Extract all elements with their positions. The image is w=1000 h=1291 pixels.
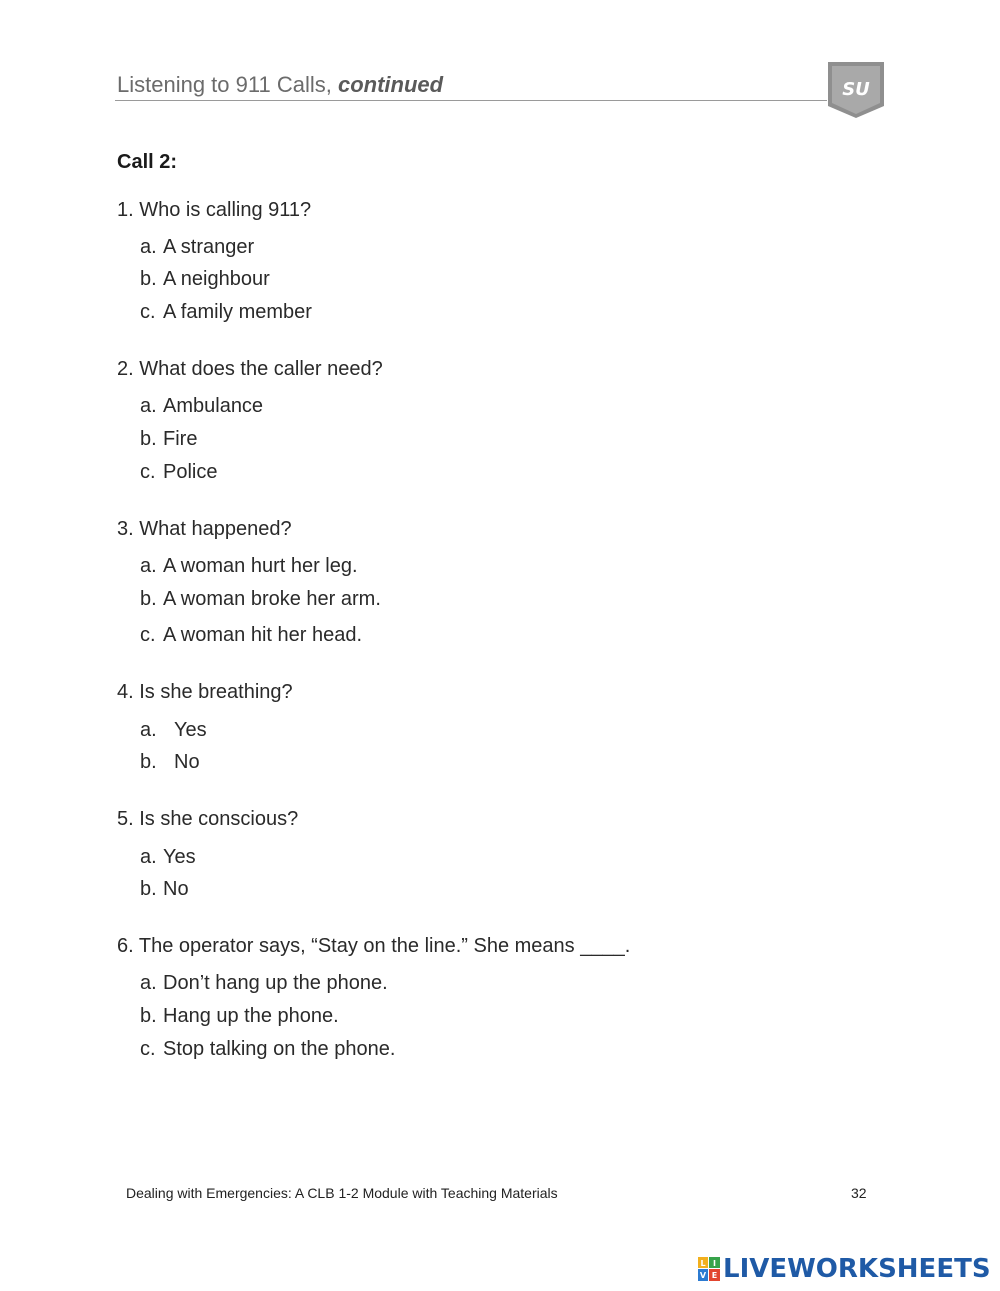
svg-text:E: E <box>711 1271 718 1280</box>
option-6a <box>140 972 388 995</box>
option-3c <box>140 624 362 647</box>
option-letter: a. <box>140 236 157 258</box>
option-6b <box>140 1005 339 1028</box>
question-6: 6. The operator says, “Stay on the line.” She means ____. <box>117 935 631 957</box>
header-divider <box>115 100 827 101</box>
option-text: Ambulance <box>163 395 264 417</box>
su-badge-icon <box>826 62 886 120</box>
option-4b <box>140 751 200 774</box>
option-2a <box>140 395 263 418</box>
option-text: A woman hit her head. <box>163 624 363 646</box>
liveworksheets-text: LIVEWORKSHEETS <box>723 1254 991 1284</box>
option-text: Stop talking on the phone. <box>163 1038 396 1060</box>
badge-text: SU <box>842 79 870 100</box>
option-1c <box>140 301 312 324</box>
option-letter: a. <box>140 972 157 994</box>
header-title-emphasis: continued <box>337 72 444 97</box>
option-letter: a. <box>140 846 157 868</box>
option-4a <box>140 719 207 742</box>
question-1: 1. Who is calling 911? <box>117 199 312 221</box>
option-3b <box>140 588 381 611</box>
svg-text:I: I <box>713 1259 716 1268</box>
option-letter: b. <box>140 878 157 900</box>
option-letter: a. <box>140 555 157 577</box>
question-4: 4. Is she breathing? <box>117 681 293 703</box>
svg-text:L: L <box>700 1259 706 1268</box>
option-2c <box>140 461 217 484</box>
option-5b <box>140 878 189 901</box>
option-text: A woman broke her arm. <box>163 588 381 610</box>
option-letter: b. <box>140 751 157 773</box>
option-text: Yes <box>163 846 196 868</box>
header-title-main: Listening to 911 Calls, <box>117 72 338 97</box>
question-3: 3. What happened? <box>117 518 292 540</box>
option-letter: a. <box>140 719 157 741</box>
option-letter: c. <box>140 301 156 323</box>
option-letter: b. <box>140 588 157 610</box>
option-1a <box>140 236 254 259</box>
option-text: Fire <box>163 428 198 450</box>
question-5: 5. Is she conscious? <box>117 808 299 830</box>
option-text: Don’t hang up the phone. <box>163 972 388 994</box>
page-number: 32 <box>851 1185 867 1201</box>
option-1b <box>140 268 270 291</box>
option-5a <box>140 846 196 869</box>
liveworksheets-logo[interactable] <box>698 1254 991 1284</box>
option-letter: c. <box>140 1038 156 1060</box>
option-text: A woman hurt her leg. <box>163 555 358 577</box>
liveworksheets-icon <box>698 1257 720 1281</box>
option-letter: c. <box>140 461 156 483</box>
option-text: Police <box>163 461 218 483</box>
option-letter: b. <box>140 1005 157 1027</box>
option-text: A stranger <box>163 236 255 258</box>
option-2b <box>140 428 197 451</box>
option-text: No <box>174 751 200 773</box>
option-6c <box>140 1038 395 1061</box>
svg-text:V: V <box>699 1271 707 1280</box>
header-title <box>117 72 443 98</box>
footer-text: Dealing with Emergencies: A CLB 1-2 Module with Teaching Materials <box>126 1185 558 1201</box>
option-text: No <box>163 878 189 900</box>
section-title: Call 2: <box>117 151 178 173</box>
question-2: 2. What does the caller need? <box>117 358 383 380</box>
option-text: A family member <box>163 301 312 323</box>
option-3a <box>140 555 358 578</box>
option-text: Hang up the phone. <box>163 1005 339 1027</box>
option-letter: b. <box>140 268 157 290</box>
option-letter: a. <box>140 395 157 417</box>
option-letter: c. <box>140 624 156 646</box>
option-letter: b. <box>140 428 157 450</box>
option-text: A neighbour <box>163 268 270 290</box>
option-text: Yes <box>174 719 207 741</box>
